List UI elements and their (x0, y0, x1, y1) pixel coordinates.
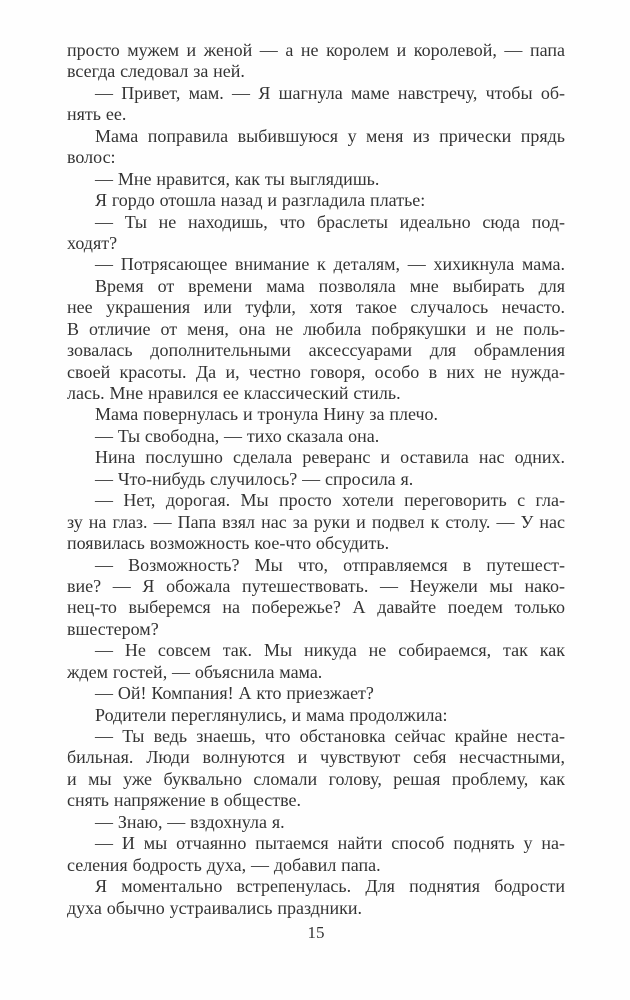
text-line: — И мы отчаянно пытаемся найти способ поднять у на- (95, 833, 565, 854)
text-line: — Ой! Компания! А кто приезжает? (95, 683, 374, 704)
text-line: бильная. Люди волнуются и чувствуют себя несчастными, (67, 747, 565, 768)
text-line: Мама повернулась и тронула Нину за плечо. (95, 404, 439, 425)
text-line: Я гордо отошла назад и разгладила платье: (95, 190, 426, 211)
text-line: вшестером? (67, 618, 159, 639)
text-line: Время от времени мама позволяла мне выбирать для (95, 275, 565, 296)
text-line: и мы уже буквально сломали голову, решая проблему, как (67, 768, 565, 789)
text-line: своей красоты. Да и, честно говоря, особо в них не нужда- (67, 361, 565, 382)
text-line: — Что-нибудь случилось? — спросила я. (95, 468, 414, 489)
page-number: 15 (307, 923, 325, 942)
page-text (67, 40, 565, 919)
text-line: ждем гостей, — объяснила мама. (67, 661, 323, 682)
text-line: селения бодрость духа, — добавил папа. (67, 854, 381, 875)
text-line: — Мне нравится, как ты выглядишь. (95, 168, 380, 189)
text-line: В отличие от меня, она не любила побрякушки и не поль- (67, 318, 565, 339)
text-line: Родители переглянулись, и мама продолжила: (95, 704, 448, 725)
text-line: Нина послушно сделала реверанс и оставила нас одних. (95, 447, 565, 468)
text-line: Мама поправила выбившуюся у меня из прически прядь (95, 125, 565, 146)
text-line: Я моментально встрепенулась. Для поднятия бодрости (95, 876, 565, 897)
text-line: появилась возможность кое-что обсудить. (67, 533, 390, 554)
text-line: всегда следовал за ней. (67, 61, 245, 82)
text-line: духа обычно устраивались праздники. (67, 897, 363, 918)
text-line: — Ты ведь знаешь, что обстановка сейчас крайне неста- (95, 726, 565, 746)
text-line: нец-то выберемся на побережье? А давайте поедем только (67, 597, 565, 618)
text-line: лась. Мне нравился ее классический стиль. (67, 383, 401, 403)
text-line: просто мужем и женой — а не королем и королевой, — папа (67, 40, 565, 60)
text-line: — Возможность? Мы что, отправляемся в путешест- (95, 554, 565, 575)
text-line: зовалась дополнительными аксессуарами для обрамления (67, 340, 565, 361)
text-line: — Ты свободна, — тихо сказала она. (95, 425, 380, 446)
text-line: нее украшения или туфли, хотя такое случалось нечасто. (67, 297, 565, 318)
text-line: волос: (67, 147, 116, 168)
text-line: зу на глаз. — Папа взял нас за руки и подвел к столу. — У нас (67, 511, 565, 532)
text-line: — Потрясающее внимание к деталям, — хихикнула мама. (95, 254, 565, 275)
text-line: — Нет, дорогая. Мы просто хотели переговорить с гла- (95, 490, 565, 511)
text-line: — Знаю, — вздохнула я. (95, 811, 285, 832)
text-line: снять напряжение в обществе. (67, 790, 301, 811)
text-line: — Привет, мам. — Я шагнула маме навстречу, чтобы об- (95, 82, 565, 103)
text-line: — Не совсем так. Мы никуда не собираемся, так как (95, 640, 565, 661)
text-line: — Ты не находишь, что браслеты идеально сюда под- (95, 211, 565, 232)
text-line: ходят? (67, 232, 118, 253)
text-line: нять ее. (67, 104, 127, 125)
text-line: вие? — Я обожала путешествовать. — Неужели мы нако- (67, 575, 565, 596)
